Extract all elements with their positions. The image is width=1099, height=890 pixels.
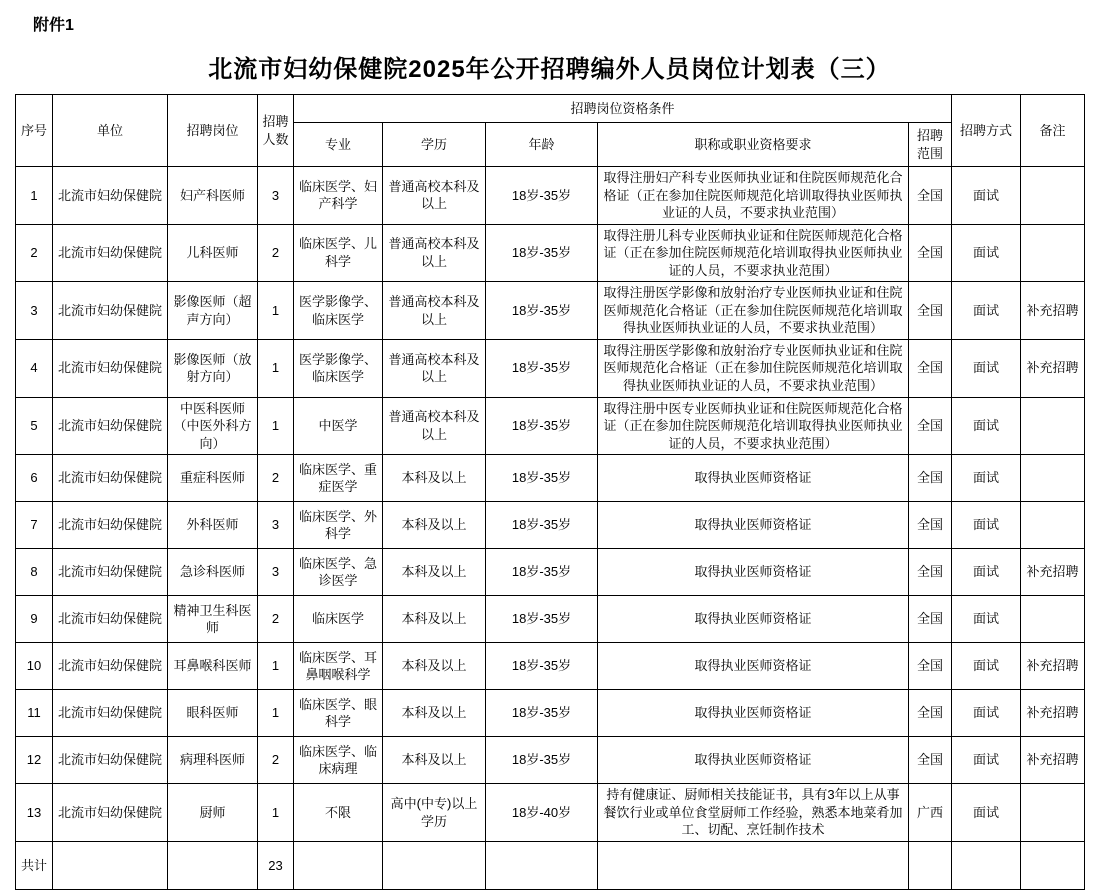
cell-remarks: 补充招聘 <box>1021 282 1085 340</box>
cell-age: 18岁-35岁 <box>486 167 598 225</box>
cell-remarks: 补充招聘 <box>1021 339 1085 397</box>
cell-major: 临床医学、急诊医学 <box>294 549 383 596</box>
cell-major: 临床医学 <box>294 596 383 643</box>
table-row <box>16 455 1085 502</box>
total-major-cell <box>294 841 383 889</box>
cell-age: 18岁-40岁 <box>486 784 598 842</box>
header-major: 专业 <box>294 123 383 167</box>
cell-remarks <box>1021 167 1085 225</box>
cell-method: 面试 <box>952 224 1021 282</box>
cell-unit: 北流市妇幼保健院 <box>53 339 168 397</box>
table-row <box>16 167 1085 225</box>
cell-education: 本科及以上 <box>383 502 486 549</box>
cell-unit: 北流市妇幼保健院 <box>53 549 168 596</box>
cell-scope: 全国 <box>909 339 952 397</box>
table-row <box>16 784 1085 842</box>
header-method: 招聘方式 <box>952 95 1021 167</box>
cell-headcount: 1 <box>258 690 294 737</box>
table-row <box>16 643 1085 690</box>
cell-major: 中医学 <box>294 397 383 455</box>
cell-position: 影像医师（超声方向） <box>168 282 258 340</box>
recruitment-table <box>15 94 1085 890</box>
cell-education: 本科及以上 <box>383 690 486 737</box>
cell-unit: 北流市妇幼保健院 <box>53 737 168 784</box>
cell-seq: 7 <box>16 502 53 549</box>
cell-requirement: 取得执业医师资格证 <box>598 643 909 690</box>
cell-unit: 北流市妇幼保健院 <box>53 784 168 842</box>
cell-major: 不限 <box>294 784 383 842</box>
table-row <box>16 737 1085 784</box>
cell-requirement: 取得注册医学影像和放射治疗专业医师执业证和住院医师规范化合格证（正在参加住院医师规范化培训取得执业医师执业证的人员，不要求执业范围） <box>598 339 909 397</box>
cell-method: 面试 <box>952 167 1021 225</box>
cell-age: 18岁-35岁 <box>486 690 598 737</box>
cell-unit: 北流市妇幼保健院 <box>53 455 168 502</box>
cell-headcount: 3 <box>258 502 294 549</box>
table-header <box>16 95 1085 167</box>
cell-position: 病理科医师 <box>168 737 258 784</box>
cell-requirement: 取得执业医师资格证 <box>598 596 909 643</box>
cell-headcount: 1 <box>258 784 294 842</box>
page-title: 北流市妇幼保健院2025年公开招聘编外人员岗位计划表（三） <box>208 56 891 83</box>
cell-unit: 北流市妇幼保健院 <box>53 397 168 455</box>
cell-position: 急诊科医师 <box>168 549 258 596</box>
cell-position: 精神卫生科医师 <box>168 596 258 643</box>
total-age-cell <box>486 841 598 889</box>
cell-education: 普通高校本科及以上 <box>383 397 486 455</box>
cell-seq: 3 <box>16 282 53 340</box>
total-requirement-cell <box>598 841 909 889</box>
cell-age: 18岁-35岁 <box>486 397 598 455</box>
cell-seq: 8 <box>16 549 53 596</box>
cell-requirement: 取得注册妇产科专业医师执业证和住院医师规范化合格证（正在参加住院医师规范化培训取得执业医师执业证的人员，不要求执业范围） <box>598 167 909 225</box>
cell-remarks <box>1021 224 1085 282</box>
cell-scope: 全国 <box>909 549 952 596</box>
cell-unit: 北流市妇幼保健院 <box>53 596 168 643</box>
cell-major: 临床医学、眼科学 <box>294 690 383 737</box>
cell-method: 面试 <box>952 502 1021 549</box>
cell-unit: 北流市妇幼保健院 <box>53 643 168 690</box>
table-row <box>16 282 1085 340</box>
cell-unit: 北流市妇幼保健院 <box>53 224 168 282</box>
cell-education: 普通高校本科及以上 <box>383 224 486 282</box>
cell-remarks: 补充招聘 <box>1021 643 1085 690</box>
cell-age: 18岁-35岁 <box>486 502 598 549</box>
cell-headcount: 3 <box>258 549 294 596</box>
cell-age: 18岁-35岁 <box>486 282 598 340</box>
cell-requirement: 持有健康证、厨师相关技能证书，具有3年以上从事餐饮行业或单位食堂厨师工作经验，熟悉本地菜肴加工、切配、烹饪制作技术 <box>598 784 909 842</box>
cell-position: 影像医师（放射方向） <box>168 339 258 397</box>
cell-education: 普通高校本科及以上 <box>383 282 486 340</box>
cell-position: 妇产科医师 <box>168 167 258 225</box>
total-position-cell <box>168 841 258 889</box>
cell-age: 18岁-35岁 <box>486 455 598 502</box>
table-row <box>16 397 1085 455</box>
cell-headcount: 1 <box>258 339 294 397</box>
table-row <box>16 502 1085 549</box>
cell-seq: 1 <box>16 167 53 225</box>
cell-requirement: 取得注册医学影像和放射治疗专业医师执业证和住院医师规范化合格证（正在参加住院医师规范化培训取得执业医师执业证的人员，不要求执业范围） <box>598 282 909 340</box>
cell-scope: 全国 <box>909 737 952 784</box>
table-row <box>16 690 1085 737</box>
cell-position: 中医科医师（中医外科方向） <box>168 397 258 455</box>
cell-method: 面试 <box>952 690 1021 737</box>
cell-scope: 全国 <box>909 397 952 455</box>
cell-age: 18岁-35岁 <box>486 224 598 282</box>
total-method-cell <box>952 841 1021 889</box>
cell-age: 18岁-35岁 <box>486 339 598 397</box>
cell-seq: 10 <box>16 643 53 690</box>
cell-major: 临床医学、耳鼻咽喉科学 <box>294 643 383 690</box>
header-education: 学历 <box>383 123 486 167</box>
cell-position: 儿科医师 <box>168 224 258 282</box>
cell-method: 面试 <box>952 339 1021 397</box>
cell-method: 面试 <box>952 397 1021 455</box>
cell-method: 面试 <box>952 737 1021 784</box>
header-age: 年龄 <box>486 123 598 167</box>
cell-seq: 12 <box>16 737 53 784</box>
cell-requirement: 取得执业医师资格证 <box>598 549 909 596</box>
cell-method: 面试 <box>952 549 1021 596</box>
cell-major: 临床医学、临床病理 <box>294 737 383 784</box>
cell-remarks: 补充招聘 <box>1021 690 1085 737</box>
table-body <box>16 167 1085 842</box>
cell-position: 厨师 <box>168 784 258 842</box>
cell-major: 临床医学、外科学 <box>294 502 383 549</box>
table-row <box>16 339 1085 397</box>
cell-position: 耳鼻喉科医师 <box>168 643 258 690</box>
cell-headcount: 2 <box>258 596 294 643</box>
cell-education: 普通高校本科及以上 <box>383 167 486 225</box>
cell-remarks <box>1021 784 1085 842</box>
table-row <box>16 224 1085 282</box>
cell-seq: 9 <box>16 596 53 643</box>
cell-scope: 全国 <box>909 167 952 225</box>
cell-major: 临床医学、儿科学 <box>294 224 383 282</box>
table-row <box>16 596 1085 643</box>
cell-education: 本科及以上 <box>383 549 486 596</box>
cell-education: 本科及以上 <box>383 643 486 690</box>
table-row <box>16 549 1085 596</box>
cell-method: 面试 <box>952 784 1021 842</box>
cell-method: 面试 <box>952 596 1021 643</box>
cell-headcount: 2 <box>258 224 294 282</box>
header-position: 招聘岗位 <box>168 95 258 167</box>
cell-unit: 北流市妇幼保健院 <box>53 690 168 737</box>
table-footer <box>16 841 1085 889</box>
cell-requirement: 取得注册中医专业医师执业证和住院医师规范化合格证（正在参加住院医师规范化培训取得执业医师执业证的人员，不要求执业范围） <box>598 397 909 455</box>
cell-seq: 11 <box>16 690 53 737</box>
total-scope-cell <box>909 841 952 889</box>
total-headcount: 23 <box>258 841 294 889</box>
cell-major: 临床医学、重症医学 <box>294 455 383 502</box>
cell-major: 医学影像学、临床医学 <box>294 282 383 340</box>
total-education-cell <box>383 841 486 889</box>
cell-seq: 6 <box>16 455 53 502</box>
cell-scope: 全国 <box>909 455 952 502</box>
cell-requirement: 取得执业医师资格证 <box>598 502 909 549</box>
cell-position: 重症科医师 <box>168 455 258 502</box>
cell-method: 面试 <box>952 643 1021 690</box>
cell-seq: 4 <box>16 339 53 397</box>
cell-education: 本科及以上 <box>383 455 486 502</box>
cell-education: 本科及以上 <box>383 737 486 784</box>
cell-requirement: 取得执业医师资格证 <box>598 690 909 737</box>
total-unit-cell <box>53 841 168 889</box>
cell-remarks: 补充招聘 <box>1021 549 1085 596</box>
cell-seq: 5 <box>16 397 53 455</box>
header-headcount: 招聘人数 <box>258 95 294 167</box>
cell-headcount: 3 <box>258 167 294 225</box>
cell-age: 18岁-35岁 <box>486 596 598 643</box>
cell-headcount: 2 <box>258 737 294 784</box>
cell-age: 18岁-35岁 <box>486 737 598 784</box>
cell-requirement: 取得执业医师资格证 <box>598 455 909 502</box>
cell-major: 医学影像学、临床医学 <box>294 339 383 397</box>
cell-remarks: 补充招聘 <box>1021 737 1085 784</box>
total-remarks-cell <box>1021 841 1085 889</box>
cell-education: 高中(中专)以上学历 <box>383 784 486 842</box>
header-seq: 序号 <box>16 95 53 167</box>
cell-method: 面试 <box>952 282 1021 340</box>
cell-scope: 广西 <box>909 784 952 842</box>
cell-unit: 北流市妇幼保健院 <box>53 502 168 549</box>
cell-remarks <box>1021 397 1085 455</box>
cell-headcount: 1 <box>258 397 294 455</box>
cell-position: 眼科医师 <box>168 690 258 737</box>
total-label: 共计 <box>16 841 53 889</box>
cell-unit: 北流市妇幼保健院 <box>53 282 168 340</box>
cell-seq: 13 <box>16 784 53 842</box>
cell-education: 普通高校本科及以上 <box>383 339 486 397</box>
cell-requirement: 取得注册儿科专业医师执业证和住院医师规范化合格证（正在参加住院医师规范化培训取得执业医师执业证的人员，不要求执业范围） <box>598 224 909 282</box>
cell-scope: 全国 <box>909 224 952 282</box>
cell-remarks <box>1021 502 1085 549</box>
cell-scope: 全国 <box>909 596 952 643</box>
cell-education: 本科及以上 <box>383 596 486 643</box>
cell-age: 18岁-35岁 <box>486 549 598 596</box>
cell-remarks <box>1021 455 1085 502</box>
cell-seq: 2 <box>16 224 53 282</box>
cell-method: 面试 <box>952 455 1021 502</box>
cell-requirement: 取得执业医师资格证 <box>598 737 909 784</box>
header-remarks: 备注 <box>1021 95 1085 167</box>
total-row <box>16 841 1085 889</box>
cell-scope: 全国 <box>909 282 952 340</box>
cell-scope: 全国 <box>909 502 952 549</box>
header-group-row <box>16 95 1085 123</box>
header-unit: 单位 <box>53 95 168 167</box>
cell-scope: 全国 <box>909 643 952 690</box>
header-requirement: 职称或职业资格要求 <box>598 123 909 167</box>
cell-major: 临床医学、妇产科学 <box>294 167 383 225</box>
cell-headcount: 1 <box>258 282 294 340</box>
header-scope: 招聘范围 <box>909 123 952 167</box>
header-qualification-group: 招聘岗位资格条件 <box>294 95 952 123</box>
cell-age: 18岁-35岁 <box>486 643 598 690</box>
cell-headcount: 2 <box>258 455 294 502</box>
cell-remarks <box>1021 596 1085 643</box>
attachment-label: 附件1 <box>33 17 74 34</box>
cell-scope: 全国 <box>909 690 952 737</box>
cell-position: 外科医师 <box>168 502 258 549</box>
cell-headcount: 1 <box>258 643 294 690</box>
cell-unit: 北流市妇幼保健院 <box>53 167 168 225</box>
